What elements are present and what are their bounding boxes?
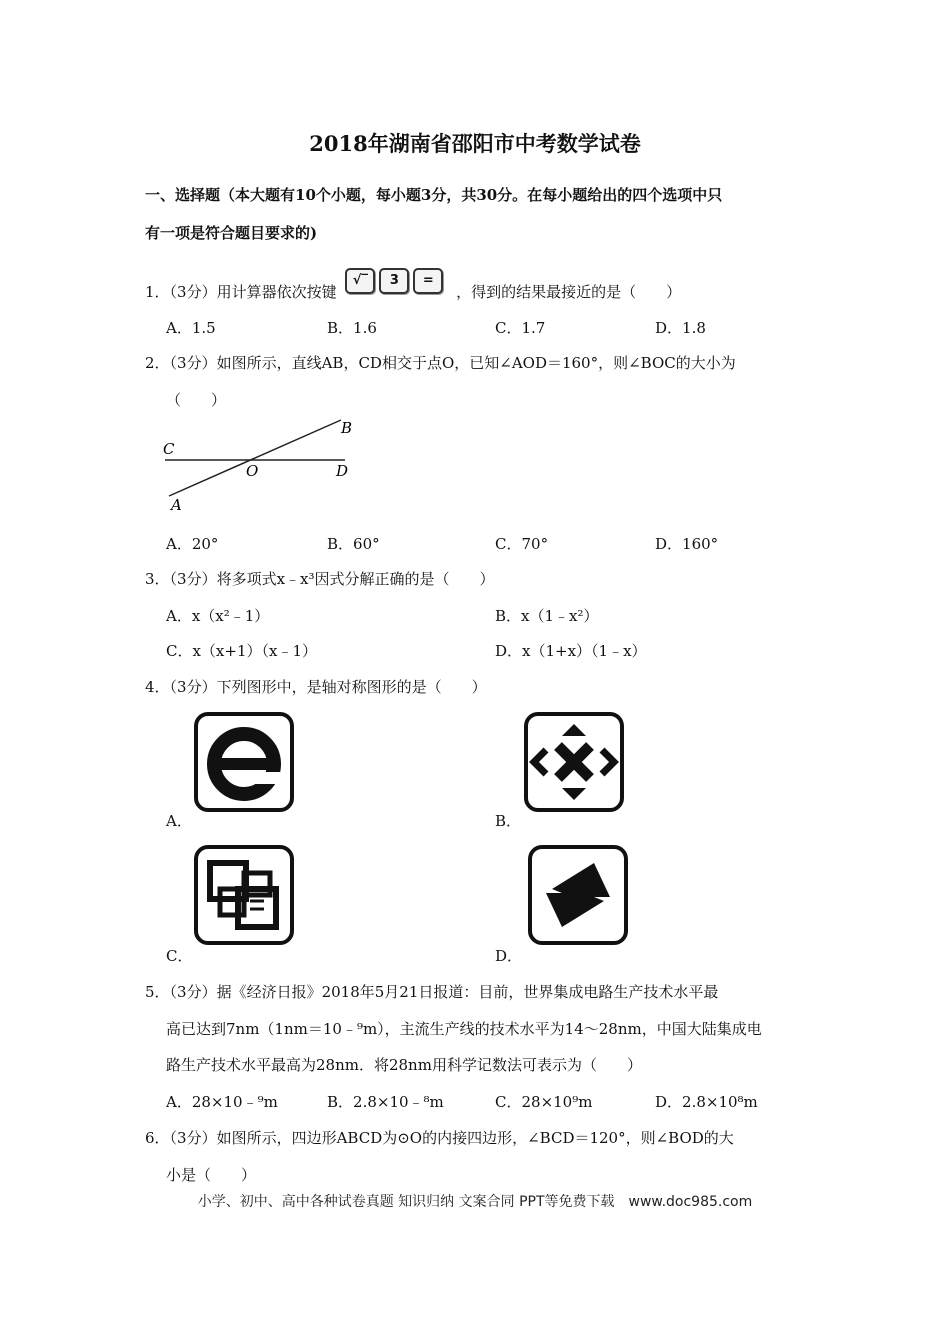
label-a: A: [171, 496, 182, 514]
label-b: B: [341, 419, 353, 437]
q4-option-d: D．: [495, 947, 523, 965]
three-key-icon: 3: [379, 268, 409, 294]
label-d: D: [336, 462, 349, 480]
q4-option-c: C．: [166, 947, 193, 965]
q5-option-d: D．2.8×10⁸m: [655, 1093, 758, 1111]
figure-a-e-icon: [194, 712, 294, 812]
intersecting-lines-figure: [155, 412, 370, 517]
q3-option-a: A．x（x²﹣1）: [166, 607, 270, 625]
question-6-line2: 小是（ ）: [166, 1166, 257, 1184]
question-5-line1: 5．（3分）据《经济日报》2018年5月21日报道：目前，世界集成电路生产技术水平最: [145, 983, 719, 1001]
figure-c-knot-icon: [194, 845, 294, 945]
section-header-line2: 有一项是符合题目要求的): [145, 224, 318, 242]
line-ab: [169, 420, 341, 496]
q2-option-a: A．20°: [166, 535, 219, 553]
q5-option-a: A．28×10﹣⁹m: [166, 1093, 278, 1111]
q3-option-c: C．x（x+1）（x﹣1）: [166, 642, 318, 660]
question-6-line1: 6．（3分）如图所示，四边形ABCD为⊙O的内接四边形，∠BCD＝120°，则∠BOD的大: [145, 1129, 734, 1147]
q1-option-d: D．1.8: [655, 319, 706, 337]
equals-key-icon: =: [413, 268, 443, 294]
figure-b-cross-arrows-icon: [524, 712, 624, 812]
label-c: C: [163, 440, 175, 458]
label-o: O: [246, 462, 259, 480]
q5-option-c: C．28×10⁹m: [495, 1093, 593, 1111]
q1-option-a: A．1.5: [166, 319, 216, 337]
section-header-line1: 一、选择题（本大题有10个小题，每小题3分，共30分。在每小题给出的四个选项中只: [145, 186, 723, 204]
sqrt-key-icon: √‾: [345, 268, 375, 294]
q2-option-c: C．70°: [495, 535, 549, 553]
calculator-keys: [345, 268, 447, 294]
q2-option-d: D．160°: [655, 535, 719, 553]
question-5-line2: 高已达到7nm（1nm＝10﹣⁹m），主流生产线的技术水平为14～28nm，中国大陆集成电: [166, 1020, 762, 1038]
question-4: 4．（3分）下列图形中，是轴对称图形的是（ ）: [145, 678, 487, 696]
figure-d-s-shape-icon: [528, 845, 628, 945]
question-1-suffix: ，得到的结果最接近的是（ ）: [456, 283, 682, 301]
q1-option-c: C．1.7: [495, 319, 546, 337]
question-1-prefix: 1．（3分）用计算器依次按键: [145, 283, 337, 301]
q5-option-b: B．2.8×10﹣⁸m: [327, 1093, 444, 1111]
question-2-line1: 2．（3分）如图所示，直线AB，CD相交于点O，已知∠AOD＝160°，则∠BOC的大小为: [145, 354, 736, 372]
q3-option-d: D．x（1+x）（1﹣x）: [495, 642, 647, 660]
q4-option-a: A．: [166, 812, 192, 830]
question-3: 3．（3分）将多项式x﹣x³因式分解正确的是（ ）: [145, 570, 495, 588]
question-5-line3: 路生产技术水平最高为28nm．将28nm用科学记数法可表示为（ ）: [166, 1056, 642, 1074]
question-1: [145, 273, 682, 306]
q2-option-b: B．60°: [327, 535, 380, 553]
page-title: 2018年湖南省邵阳市中考数学试卷: [309, 131, 641, 156]
q1-option-b: B．1.6: [327, 319, 377, 337]
q3-option-b: B．x（1﹣x²）: [495, 607, 599, 625]
question-2-line2: （ ）: [166, 391, 227, 409]
q4-option-b: B．: [495, 812, 522, 830]
footer-text: 小学、初中、高中各种试卷真题 知识归纳 文案合同 PPT等免费下载 www.doc985.com: [197, 1194, 753, 1210]
